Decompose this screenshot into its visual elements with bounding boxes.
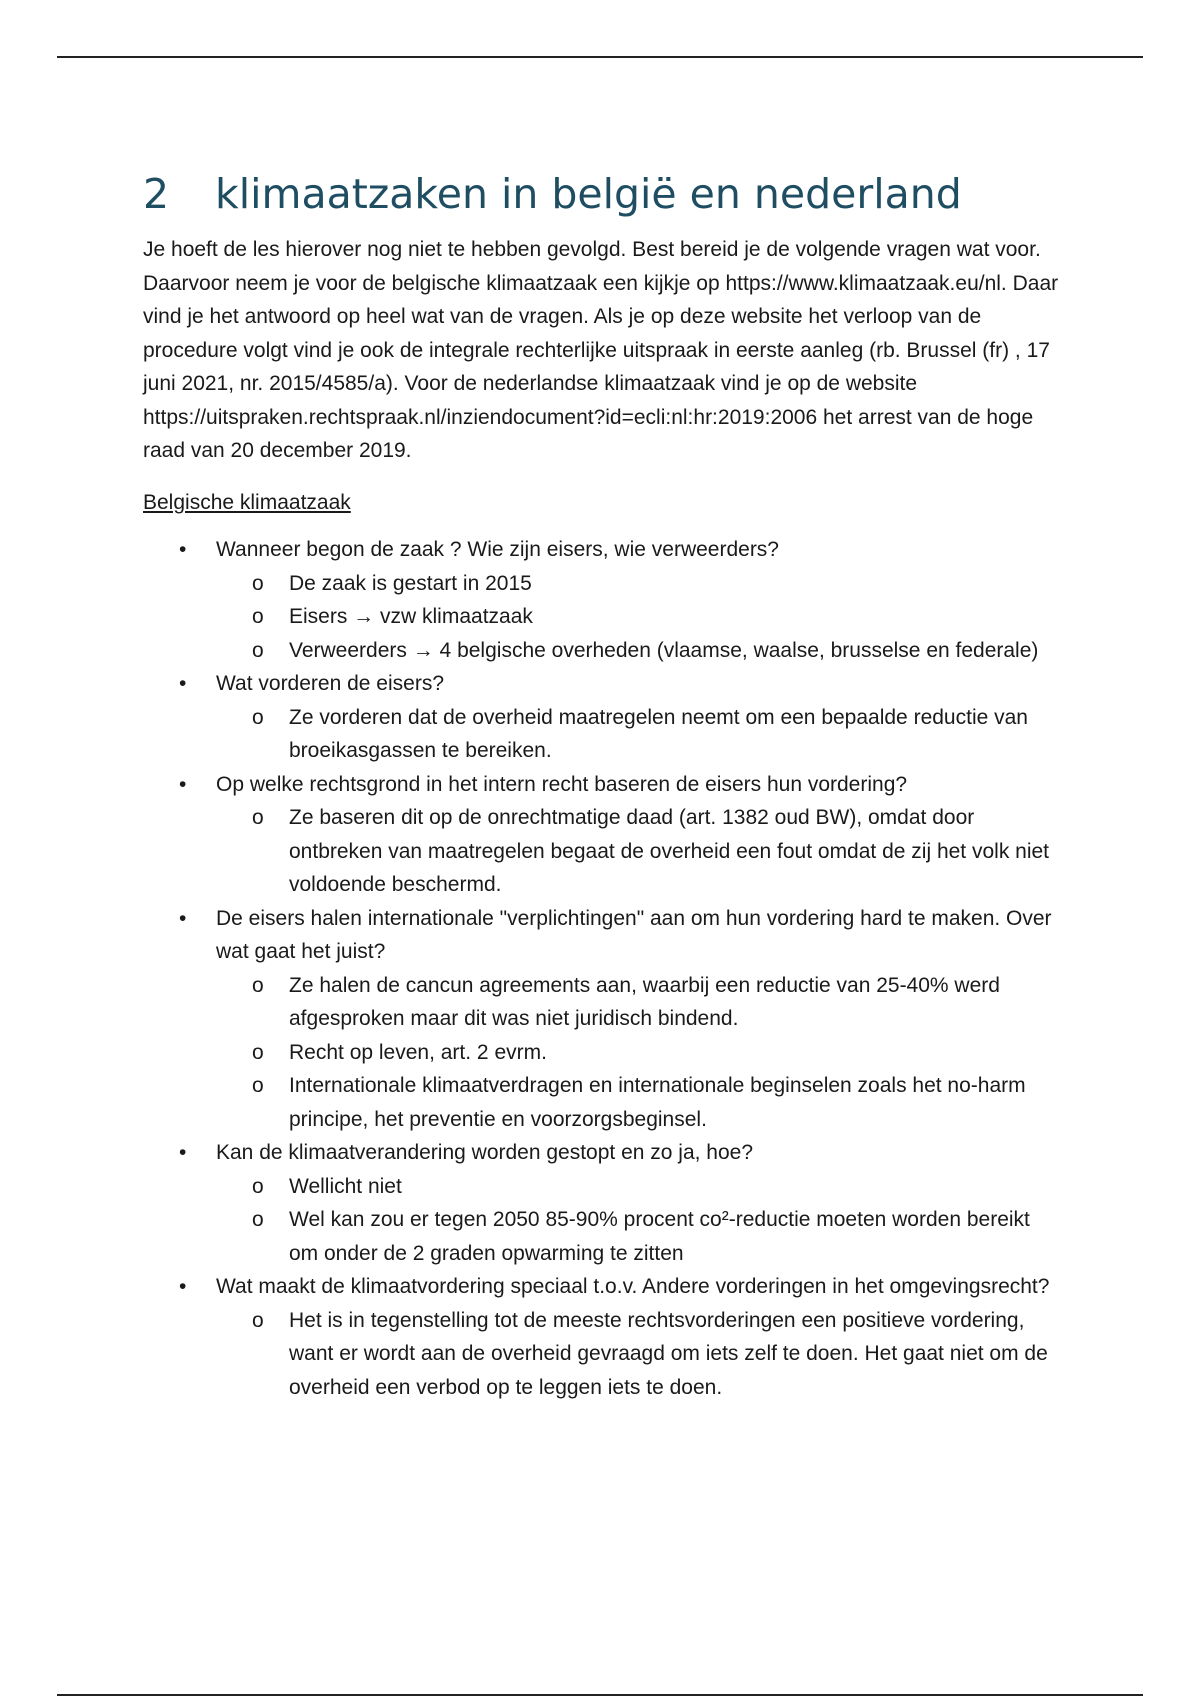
question-text: Wanneer begon de zaak ? Wie zijn eisers, wie verweerders?: [216, 538, 779, 562]
subheading-belgische-klimaatzaak: Belgische klimaatzaak: [143, 490, 351, 514]
answer-text: Eisers → vzw klimaatzaak: [289, 605, 533, 629]
circle-bullet-icon: o: [252, 571, 264, 595]
question-text: Wat maakt de klimaatvordering speciaal t.o.v. Andere vorderingen in het omgevingsrecht?: [216, 1275, 1050, 1299]
answer-text: Ze baseren dit op de onrechtmatige daad (art. 1382 oud BW), omdat door ontbreken van maatregelen begaat de overheid een fout omdat de zij het volk niet voldoende beschermd.: [289, 806, 1050, 897]
bullet-icon: •: [179, 772, 187, 796]
answer-text: Internationale klimaatverdragen en internationale beginselen zoals het no-harm principe, het preventie en voorzorgsbeginsel.: [289, 1074, 1026, 1131]
circle-bullet-icon: o: [252, 1040, 264, 1064]
answer-item: [216, 701, 1063, 768]
answer-item: [216, 634, 1063, 668]
bullet-icon: •: [179, 1275, 187, 1299]
answer-text: Verweerders → 4 belgische overheden (vlaamse, waalse, brusselse en federale): [289, 638, 1039, 662]
answer-list: [216, 801, 1063, 902]
bullet-icon: •: [179, 672, 187, 696]
circle-bullet-icon: o: [252, 1208, 264, 1232]
circle-bullet-icon: o: [252, 605, 264, 629]
bullet-icon: •: [179, 1141, 187, 1165]
question-item: [143, 667, 1063, 768]
answer-item: [216, 1036, 1063, 1070]
answer-text: Wel kan zou er tegen 2050 85-90% procent co²-reductie moeten worden bereikt om onder de 2 graden opwarming te zitten: [289, 1208, 1030, 1265]
answer-list: [216, 1170, 1063, 1271]
answer-text: Recht op leven, art. 2 evrm.: [289, 1040, 547, 1064]
answer-item: [216, 567, 1063, 601]
answer-text: De zaak is gestart in 2015: [289, 571, 532, 595]
answer-item: [216, 1203, 1063, 1270]
question-item: [143, 1136, 1063, 1270]
section-title: klimaatzaken in belgië en nederland: [215, 170, 962, 218]
question-item: [143, 768, 1063, 902]
section-heading: [143, 170, 1063, 219]
circle-bullet-icon: o: [252, 1308, 264, 1332]
answer-item: [216, 1069, 1063, 1136]
bullet-icon: •: [179, 906, 187, 930]
answer-list: [216, 1304, 1063, 1405]
section-number: 2: [143, 170, 170, 218]
circle-bullet-icon: o: [252, 1174, 264, 1198]
answer-text: Het is in tegenstelling tot de meeste rechtsvorderingen een positieve vordering, want er wordt aan de overheid gevraagd om iets zelf te doen. Het gaat niet om de overheid een verbod op te leggen iets te doen.: [289, 1308, 1048, 1399]
question-item: [143, 533, 1063, 667]
answer-list: [216, 969, 1063, 1137]
answer-item: [216, 969, 1063, 1036]
answer-text: Ze halen de cancun agreements aan, waarbij een reductie van 25-40% werd afgesproken maar dit was niet juridisch bindend.: [289, 973, 1000, 1031]
answer-item: [216, 801, 1063, 902]
question-text: Kan de klimaatverandering worden gestopt en zo ja, hoe?: [216, 1141, 754, 1165]
intro-paragraph: Je hoeft de les hierover nog niet te hebben gevolgd. Best bereid je de volgende vragen wat voor. Daarvoor neem je voor de belgische klimaatzaak een kijkje op https://www.klimaatzaak.eu/nl. Daar vind je het antwoord op heel wat van de vragen. Als je op deze website het verloop van de procedure volgt vind je ook de integrale rechterlijke uitspraak in eerste aanleg (rb. Brussel (fr) , 17 juni 2021, nr. 2015/4585/a). Voor de nederlandse klimaatzaak vind je op de website https://uitspraken.rechtspraak.nl/inziendocument?id=ecli:nl:hr:2019:2006 het arrest van de hoge raad van 20 december 2019.: [143, 238, 1059, 463]
bullet-icon: •: [179, 538, 187, 562]
circle-bullet-icon: o: [252, 638, 264, 662]
header-rule: [57, 56, 1143, 58]
question-text: De eisers halen internationale "verplichtingen" aan om hun vordering hard te maken. Over wat gaat het juist?: [216, 906, 1052, 964]
question-text: Op welke rechtsgrond in het intern recht baseren de eisers hun vordering?: [216, 772, 908, 796]
circle-bullet-icon: o: [252, 973, 264, 997]
answer-list: [216, 567, 1063, 668]
document-body: [143, 170, 1063, 1404]
footer-rule: [57, 1694, 1143, 1696]
question-list: [143, 533, 1063, 1404]
answer-item: [216, 1170, 1063, 1204]
question-item: [143, 902, 1063, 1137]
question-item: [143, 1270, 1063, 1404]
answer-item: [216, 1304, 1063, 1405]
circle-bullet-icon: o: [252, 1074, 264, 1098]
answer-item: [216, 600, 1063, 634]
circle-bullet-icon: o: [252, 806, 264, 830]
answer-text: Wellicht niet: [289, 1174, 402, 1198]
question-text: Wat vorderen de eisers?: [216, 672, 444, 696]
answer-list: [216, 701, 1063, 768]
circle-bullet-icon: o: [252, 705, 264, 729]
answer-text: Ze vorderen dat de overheid maatregelen neemt om een bepaalde reductie van broeikasgassen te bereiken.: [289, 705, 1028, 763]
